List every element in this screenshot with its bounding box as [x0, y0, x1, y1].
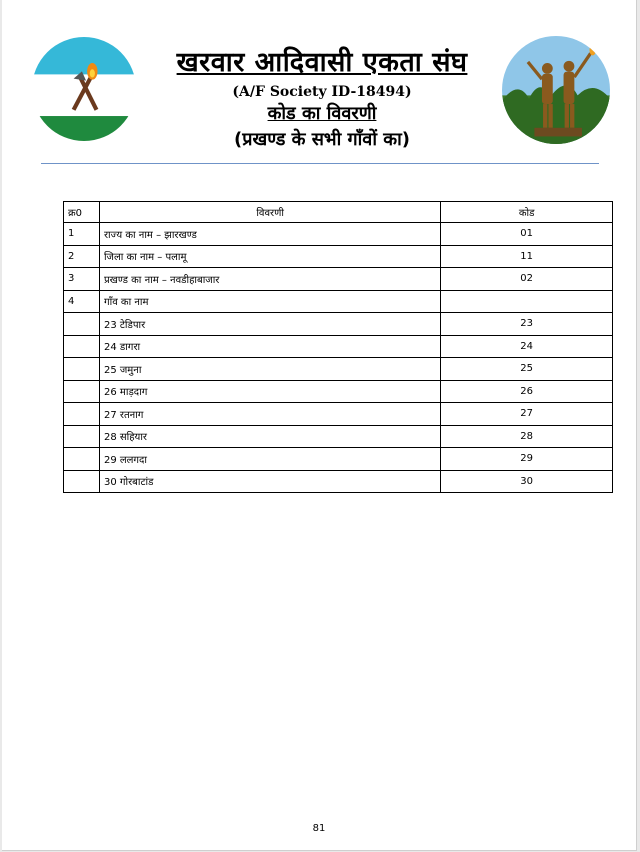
cell-sno — [64, 448, 100, 471]
cell-description: 30 गोरबाटांड — [99, 470, 440, 493]
table-row — [64, 223, 613, 246]
code-table — [63, 201, 613, 493]
table-row — [64, 448, 613, 471]
table-row — [64, 335, 613, 358]
cell-code: 23 — [441, 313, 613, 336]
cell-description: 26 माड़दाग — [99, 380, 440, 403]
cell-sno — [64, 358, 100, 381]
page-number: 81 — [312, 823, 326, 834]
cell-description: 29 ललगदा — [99, 448, 440, 471]
cell-sno: 1 — [64, 223, 100, 246]
cell-description: 27 रतनाग — [99, 403, 440, 426]
cell-code: 26 — [441, 380, 613, 403]
subtitle-note: (प्रखण्ड के सभी गाँवों का) — [234, 129, 410, 150]
cell-sno — [64, 335, 100, 358]
column-header-sno: क्र0 — [64, 202, 100, 223]
cell-sno — [64, 425, 100, 448]
table-row — [64, 290, 613, 313]
cell-code: 29 — [441, 448, 613, 471]
cell-description: 25 जमुना — [99, 358, 440, 381]
cell-description: राज्य का नाम – झारखण्ड — [99, 223, 440, 246]
cell-sno — [64, 470, 100, 493]
cell-code — [441, 290, 613, 313]
cell-code: 01 — [441, 223, 613, 246]
table-row — [64, 403, 613, 426]
table-row — [64, 380, 613, 403]
cell-sno — [64, 380, 100, 403]
cell-code: 02 — [441, 268, 613, 291]
society-id: (A/F Society ID-18494) — [232, 84, 412, 100]
header-divider — [41, 163, 599, 164]
cell-description: जिला का नाम – पलामू — [99, 245, 440, 268]
flag-emblem-icon — [32, 37, 136, 141]
cell-code: 25 — [441, 358, 613, 381]
document-page — [2, 0, 637, 851]
statues-emblem-icon — [502, 36, 610, 144]
cell-description: 28 सहियार — [99, 425, 440, 448]
table-row — [64, 313, 613, 336]
table-row — [64, 245, 613, 268]
cell-description: 24 डागरा — [99, 335, 440, 358]
table-row — [64, 268, 613, 291]
table-row — [64, 358, 613, 381]
cell-description: गाँव का नाम — [99, 290, 440, 313]
table-row — [64, 470, 613, 493]
column-header-description: विवरणी — [99, 202, 440, 223]
cell-code: 27 — [441, 403, 613, 426]
cell-code: 28 — [441, 425, 613, 448]
subtitle: कोड का विवरणी — [267, 103, 377, 124]
cell-sno: 2 — [64, 245, 100, 268]
cell-sno: 3 — [64, 268, 100, 291]
cell-sno — [64, 403, 100, 426]
cell-sno: 4 — [64, 290, 100, 313]
cell-code: 30 — [441, 470, 613, 493]
column-header-code: कोड — [441, 202, 613, 223]
cell-code: 24 — [441, 335, 613, 358]
cell-code: 11 — [441, 245, 613, 268]
cell-sno — [64, 313, 100, 336]
page-title: खरवार आदिवासी एकता संघ — [176, 47, 468, 78]
cell-description: प्रखण्ड का नाम – नवडीहाबाजार — [99, 268, 440, 291]
cell-description: 23 टेडिपार — [99, 313, 440, 336]
table-row — [64, 425, 613, 448]
table-header-row — [64, 202, 613, 223]
